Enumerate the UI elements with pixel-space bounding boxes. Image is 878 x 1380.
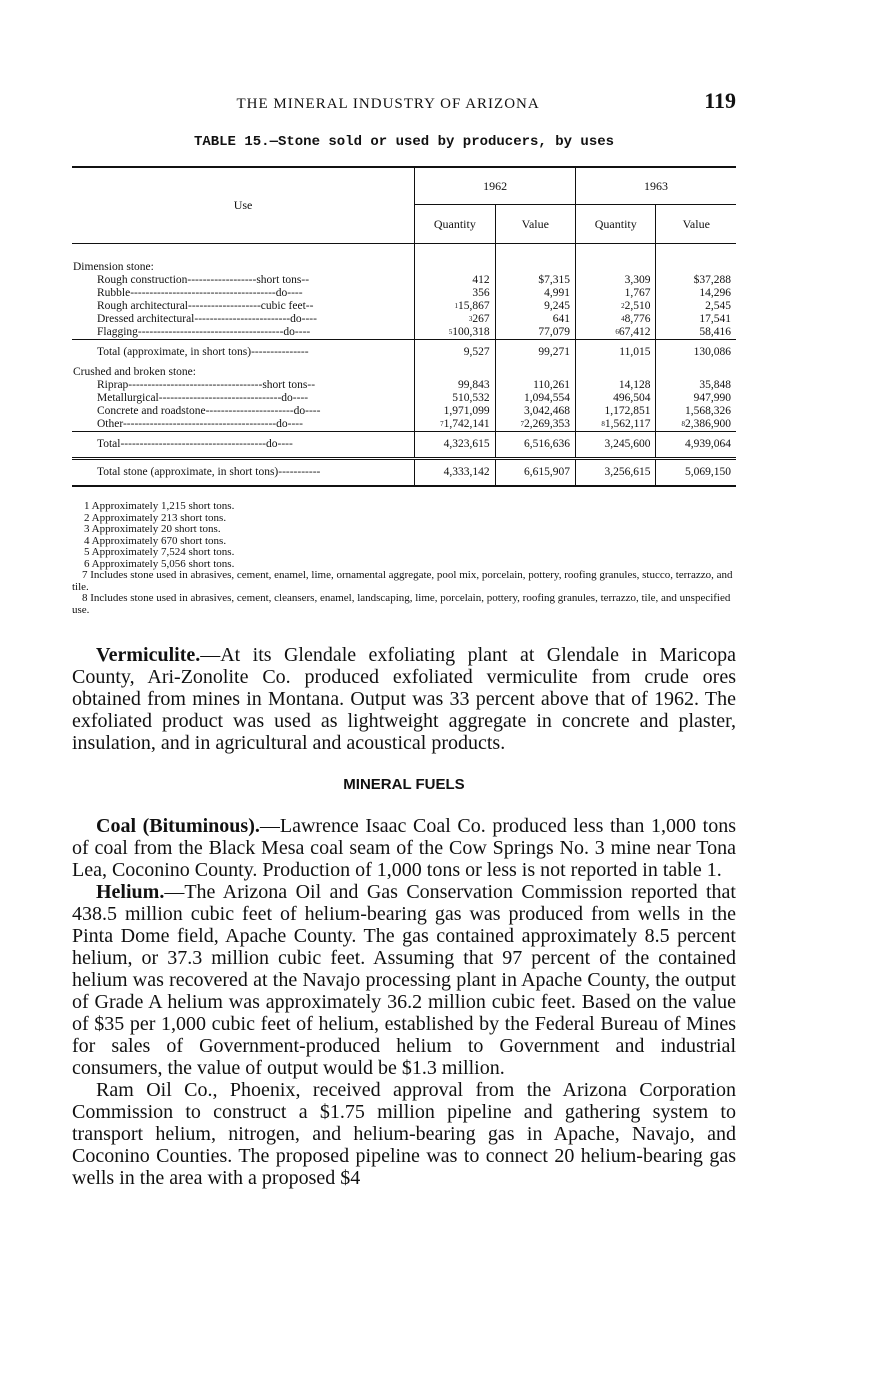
quantity-1962: 4,323,615 <box>415 432 495 459</box>
footnote: 7 Includes stone used in abrasives, cement, enamel, lime, ornamental aggregate, pool mix, porcelain, pottery, roofing granules, stucco, terrazzo, and tile. <box>72 569 733 593</box>
quantity-1963: 1,172,851 <box>576 405 656 418</box>
value-1963: 2,545 <box>656 300 736 313</box>
quantity-header: Quantity <box>415 205 495 244</box>
value-1962: 110,261 <box>495 379 575 392</box>
table-row <box>72 405 736 418</box>
quantity-1963: 3,309 <box>576 274 656 287</box>
vermiculite-text: —At its Glendale exfoliating plant at Glendale in Maricopa County, Ari-Zonolite Co. produced exfoliated vermiculite from crude ores obtained from mines in Montana. Output was 33 percent above that of 1962. The exfoliated product was used as lightweight aggregate in concrete and plaster, insulation, and in agricultural and acoustical products. <box>72 644 736 754</box>
grand-total-row <box>72 459 736 487</box>
table-row <box>72 287 736 300</box>
row-label: Riprap-----------------------------------short tons-- <box>97 379 316 391</box>
table-row <box>72 326 736 340</box>
value-1963: 17,541 <box>656 313 736 326</box>
coal-paragraph <box>72 815 736 881</box>
value-1963: 130,086 <box>656 340 736 366</box>
quantity-1963: $^4$8,776 <box>576 313 656 326</box>
quantity-1963: $^8$1,562,117 <box>576 418 656 432</box>
value-1963: 14,296 <box>656 287 736 300</box>
footnote: 1 Approximately 1,215 short tons. <box>84 500 235 512</box>
helium-runin: Helium. <box>96 881 165 903</box>
quantity-1963: 11,015 <box>576 340 656 366</box>
quantity-1963: $^2$2,510 <box>576 300 656 313</box>
value-1962: 1,094,554 <box>495 392 575 405</box>
table-row <box>72 313 736 326</box>
value-1962: 641 <box>495 313 575 326</box>
quantity-1962: 1,971,099 <box>415 405 495 418</box>
running-head <box>72 88 736 114</box>
quantity-1962: $^1$15,867 <box>415 300 495 313</box>
quantity-1962: 99,843 <box>415 379 495 392</box>
value-1962: 4,991 <box>495 287 575 300</box>
row-label: Concrete and roadstone-----------------------do---- <box>97 405 321 417</box>
table-row <box>72 418 736 432</box>
mineral-fuels-text <box>72 815 736 1189</box>
quantity-1963: 1,767 <box>576 287 656 300</box>
table-row <box>72 392 736 405</box>
value-1963: 35,848 <box>656 379 736 392</box>
stone-table <box>72 166 736 487</box>
quantity-1962: $^7$1,742,141 <box>415 418 495 432</box>
dimension-stone-heading: Dimension stone: <box>72 260 736 274</box>
value-1962: 77,079 <box>495 326 575 340</box>
footnote-ref: 7 <box>440 420 444 428</box>
dimension-total-row <box>72 340 736 366</box>
value-1962: 9,245 <box>495 300 575 313</box>
row-label: Rough construction------------------short tons-- <box>97 274 310 286</box>
quantity-1962: 412 <box>415 274 495 287</box>
quantity-1963: 14,128 <box>576 379 656 392</box>
value-1962: 3,042,468 <box>495 405 575 418</box>
quantity-1962: $^5$100,318 <box>415 326 495 340</box>
value-1963: 947,990 <box>656 392 736 405</box>
row-label: Total--------------------------------------do---- <box>72 432 415 459</box>
footnote: 4 Approximately 670 short tons. <box>84 534 227 547</box>
row-label: Rough architectural-------------------cubic feet-- <box>97 300 314 312</box>
footnote: 5 Approximately 7,524 short tons. <box>84 546 235 558</box>
footnotes <box>72 501 736 616</box>
row-label: Other----------------------------------------do---- <box>97 418 303 430</box>
row-label: Total (approximate, in short tons)--------------- <box>72 340 415 366</box>
ram-oil-paragraph: Ram Oil Co., Phoenix, received approval from the Arizona Corporation Commission to construct a $1.75 million pipeline and gathering system to transport helium, nitrogen, and helium-bearing gas in Apache, Navajo, and Coconino Counties. The proposed pipeline was to connect 20 helium-bearing gas wells in the area with a proposed $4 <box>72 1079 736 1189</box>
quantity-1963: $^6$67,412 <box>576 326 656 340</box>
footnote-ref: 8 <box>681 420 685 428</box>
value-header: Value <box>656 205 736 244</box>
footnote-ref: 7 <box>520 420 525 428</box>
row-label: Dressed architectural-------------------------do---- <box>97 313 317 325</box>
value-1963: 5,069,150 <box>656 459 736 487</box>
quantity-1963: 496,504 <box>576 392 656 405</box>
coal-runin: Coal (Bituminous). <box>96 815 260 837</box>
quantity-1962: 9,527 <box>415 340 495 366</box>
table-caption: TABLE 15.—Stone sold or used by producers, by uses <box>193 134 615 150</box>
helium-text: —The Arizona Oil and Gas Conservation Commission reported that 438.5 million cubic feet of helium-bearing gas was produced from wells in the Pinta Dome field, Apache County. The gas contained approximately 8.5 percent helium, or 37.3 million cubic feet. Assuming that 97 percent of the contained helium was recovered at the Navajo processing plant in Apache County, the output of Grade A helium was approximately 36.2 million cubic feet. Based on the value of $35 per 1,000 cubic feet of helium, established by the Federal Bureau of Mines for sales of Government-produced helium to Government and industrial consumers, the value of output would be $1.3 million. <box>72 881 736 1079</box>
footnote-ref: 2 <box>621 302 625 310</box>
footnote-ref: 4 <box>621 315 625 323</box>
value-1962: $^7$2,269,353 <box>495 418 575 432</box>
footnote: 2 Approximately 213 short tons. <box>84 511 227 524</box>
quantity-1962: $^3$267 <box>415 313 495 326</box>
quantity-1962: 356 <box>415 287 495 300</box>
value-1962: $7,315 <box>495 274 575 287</box>
value-1962: 6,516,636 <box>495 432 575 459</box>
page-number: 119 <box>704 88 736 113</box>
quantity-1963: 3,256,615 <box>576 459 656 487</box>
footnote-ref: 6 <box>615 328 619 336</box>
footnote-ref: 8 <box>601 420 605 428</box>
value-1962: 99,271 <box>495 340 575 366</box>
crushed-stone-heading: Crushed and broken stone: <box>72 365 736 379</box>
row-label: Metallurgical--------------------------------do---- <box>97 392 309 404</box>
spacer-row <box>72 244 736 261</box>
section-heading: MINERAL FUELS <box>343 776 465 793</box>
value-1963: $37,288 <box>656 274 736 287</box>
value-1962: 6,615,907 <box>495 459 575 487</box>
footnote: 8 Includes stone used in abrasives, cement, cleansers, enamel, landscaping, lime, porcelain, pottery, roofing granules, terrazzo, tile, and unspecified use. <box>72 592 731 616</box>
running-title: THE MINERAL INDUSTRY OF ARIZONA <box>236 96 540 112</box>
year-1963-header: 1963 <box>576 167 736 205</box>
value-1963: 58,416 <box>656 326 736 340</box>
quantity-header: Quantity <box>576 205 656 244</box>
vermiculite-paragraph <box>72 644 736 754</box>
year-1962-header: 1962 <box>415 167 576 205</box>
footnote-ref: 5 <box>448 328 453 336</box>
use-column-header: Use <box>72 167 415 244</box>
quantity-1962: 510,532 <box>415 392 495 405</box>
vermiculite-runin: Vermiculite. <box>96 644 201 666</box>
table-row <box>72 300 736 313</box>
coal-text: —Lawrence Isaac Coal Co. produced less than 1,000 tons of coal from the Black Mesa coal seam of the Cow Springs No. 3 mine near Tona Lea, Coconino County. Production of 1,000 tons or less is not reported in table 1. <box>72 815 737 881</box>
table-row <box>72 274 736 287</box>
row-label: Flagging--------------------------------------do---- <box>97 326 311 338</box>
footnote-ref: 3 <box>468 315 473 323</box>
value-1963: 4,939,064 <box>656 432 736 459</box>
footnote: 3 Approximately 20 short tons. <box>84 523 221 535</box>
footnote: 6 Approximately 5,056 short tons. <box>84 557 235 570</box>
value-header: Value <box>495 205 575 244</box>
quantity-1963: 3,245,600 <box>576 432 656 459</box>
row-label: Rubble--------------------------------------do---- <box>97 287 303 299</box>
row-label: Total stone (approximate, in short tons)----------- <box>72 459 415 487</box>
quantity-1962: 4,333,142 <box>415 459 495 487</box>
table-row <box>72 379 736 392</box>
footnote-ref: 1 <box>454 302 458 310</box>
crushed-total-row <box>72 432 736 459</box>
helium-paragraph <box>72 881 736 1079</box>
page <box>72 88 736 1189</box>
value-1963: 1,568,326 <box>656 405 736 418</box>
value-1963: $^8$2,386,900 <box>656 418 736 432</box>
